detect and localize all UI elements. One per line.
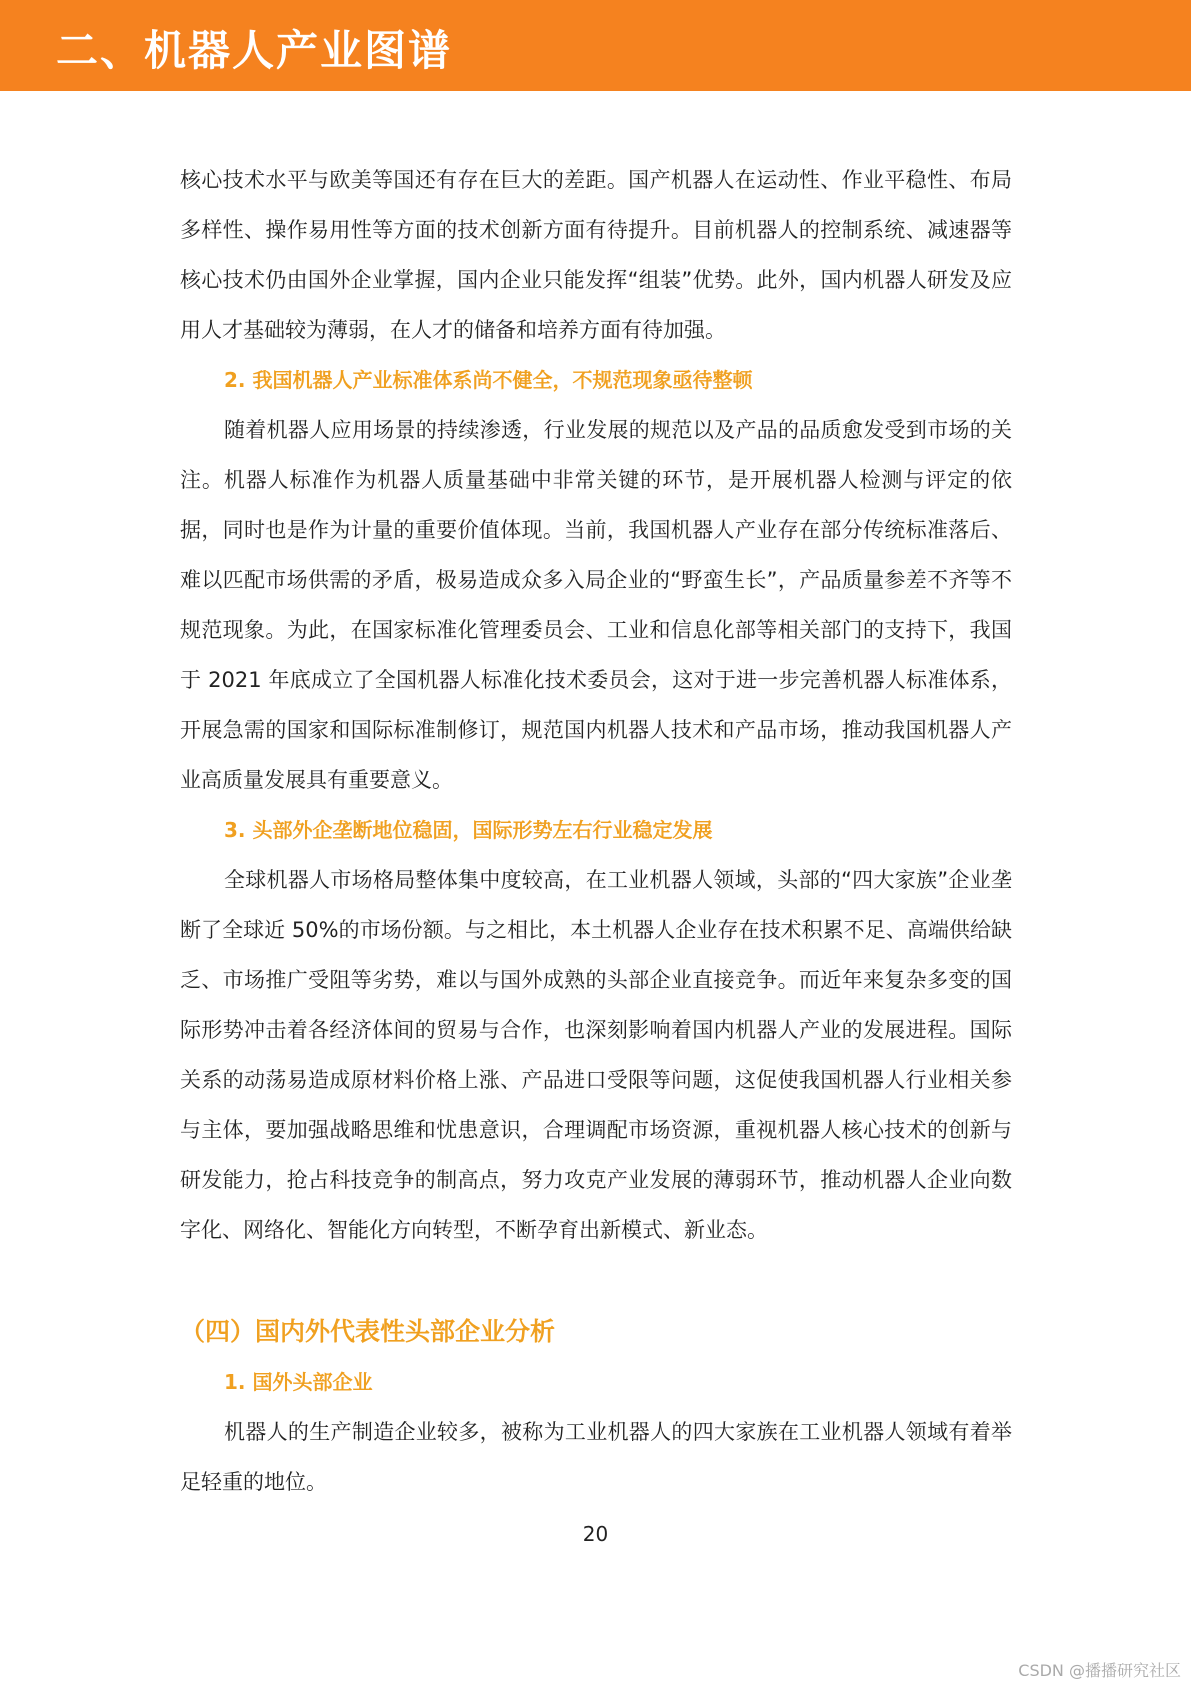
section-heading-4: （四）国内外代表性头部企业分析 [180,1317,556,1346]
watermark: CSDN @播播研究社区 [1018,1661,1181,1680]
paragraph-3: 全球机器人市场格局整体集中度较高，在工业机器人领域，头部的“四大家族”企业垄断了全球近 50%的市场份额。与之相比，本土机器人企业存在技术积累不足、高端供给缺乏、市场推广受阻等劣势，难以与国外成熟的头部企业直接竞争。而近年来复杂多变的国际形势冲击着各经济体间的贸易与合作，也深刻影响着国内机器人产业的发展进程。国际关系的动荡易造成原材料价格上涨、产品进口受限等问题，这促使我国机器人行业相关参与主体，要加强战略思维和忧患意识，合理调配市场资源，重视机器人核心技术的创新与研发能力，抢占科技竞争的制高点，努力攻克产业发展的薄弱环节，推动机器人企业向数字化、网络化、智能化方向转型，不断孕育出新模式、新业态。 [180,868,1012,1242]
header-bar [0,0,1191,91]
subheading-2: 2. 我国机器人产业标准体系尚不健全，不规范现象亟待整顿 [224,368,753,392]
subheading-4-1: 1. 国外头部企业 [224,1370,373,1394]
paragraph-1: 核心技术水平与欧美等国还有存在巨大的差距。国产机器人在运动性、作业平稳性、布局多样性、操作易用性等方面的技术创新方面有待提升。目前机器人的控制系统、减速器等核心技术仍由国外企业掌握，国内企业只能发挥“组装”优势。此外，国内机器人研发及应用人才基础较为薄弱，在人才的储备和培养方面有待加强。 [180,168,1012,342]
subheading-3: 3. 头部外企垄断地位稳固，国际形势左右行业稳定发展 [224,818,713,842]
page-section-title: 二、机器人产业图谱 [56,26,453,75]
paragraph-2: 随着机器人应用场景的持续渗透，行业发展的规范以及产品的品质愈发受到市场的关注。机器人标准作为机器人质量基础中非常关键的环节，是开展机器人检测与评定的依据，同时也是作为计量的重要价值体现。当前，我国机器人产业存在部分传统标准落后、难以匹配市场供需的矛盾，极易造成众多入局企业的“野蛮生长”，产品质量参差不齐等不规范现象。为此，在国家标准化管理委员会、工业和信息化部等相关部门的支持下，我国于 2021 年底成立了全国机器人标准化技术委员会，这对于进一步完善机器人标准体系，开展急需的国家和国际标准制修订，规范国内机器人技术和产品市场，推动我国机器人产业高质量发展具有重要意义。 [180,418,1012,792]
paragraph-4: 机器人的生产制造企业较多，被称为工业机器人的四大家族在工业机器人领域有着举足轻重的地位。 [180,1420,1012,1494]
page-number: 20 [582,1522,609,1546]
document-body [180,155,1012,1507]
